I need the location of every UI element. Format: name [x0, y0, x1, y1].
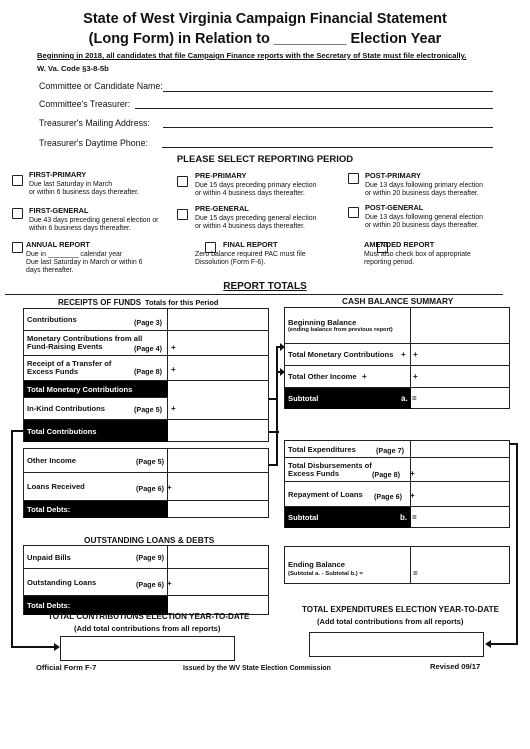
first-general-desc1: Due 43 days preceding general election or [29, 217, 159, 224]
pre-primary-checkbox[interactable] [177, 176, 188, 187]
disbursements-page: (Page 8) [372, 470, 400, 479]
footer-issued: Issued by the WV State Election Commission [183, 665, 331, 672]
monetary-events-plus: + [171, 343, 176, 352]
contributions-label: Contributions [27, 315, 77, 324]
post-primary-title: POST-PRIMARY [365, 171, 421, 180]
annual-report-desc2: Due last Saturday in March or within 6 [26, 259, 143, 266]
cash-other-plus2: + [413, 372, 418, 381]
transfer-plus: + [171, 365, 176, 374]
code-reference: W. Va. Code §3-8-5b [37, 64, 109, 73]
pre-general-desc2: or within 4 business days thereafter. [195, 223, 305, 230]
footer-revised: Revised 09/17 [430, 662, 481, 671]
other-income-label: Other Income [27, 456, 76, 465]
mailing-address-line[interactable] [163, 127, 493, 128]
monetary-events-label: Monetary Contributions from all Fund-Raising Events [27, 334, 143, 351]
amended-report-desc1: Must also check box of appropriate [364, 251, 471, 258]
subtotal-a-letter: a. [401, 394, 408, 403]
post-primary-desc1: Due 13 days following primary election [365, 182, 483, 189]
loans-received-label: Loans Received [27, 482, 85, 491]
total-expenditures-label: Total Expenditures [288, 444, 356, 454]
receipts-total-debts-row [24, 501, 168, 518]
receipts-total-debts-label: Total Debts: [27, 505, 71, 514]
first-primary-desc2: or within 6 business days thereafter. [29, 189, 139, 196]
amended-report-desc-wrap [364, 244, 471, 267]
daytime-phone-label: Treasurer's Daytime Phone: [39, 138, 148, 148]
cash-total-monetary-label: Total Monetary Contributions [288, 350, 394, 359]
contributions-page: (Page 3) [134, 318, 162, 327]
ytd-contributions-box[interactable] [60, 636, 235, 661]
annual-report-desc1: Due in ________ calendar year [26, 251, 123, 258]
cash-other-plus: + [362, 372, 367, 381]
arrow-cash-other [280, 368, 285, 376]
outstanding-loans-label: Outstanding Loans [27, 577, 97, 587]
subtotal-a-label: Subtotal [288, 394, 319, 403]
arrow-cash-monetary [280, 343, 285, 351]
monetary-events-page: (Page 4) [134, 344, 162, 353]
repayment-page: (Page 6) [374, 492, 402, 501]
cash-balance-table [284, 307, 510, 409]
connector-total-monetary [269, 398, 276, 400]
annual-report-title: ANNUAL REPORT [26, 240, 90, 249]
first-general-checkbox[interactable] [12, 208, 23, 219]
total-contributions-row [24, 420, 168, 442]
annual-report-desc3: days thereafter. [26, 267, 74, 274]
cash-other-income-label: Total Other Income [288, 372, 357, 381]
post-primary-desc2: or within 20 business days thereafter. [365, 190, 479, 197]
form-title-line1: State of West Virginia Campaign Financial Statement [83, 11, 447, 27]
report-totals-rule [5, 294, 503, 295]
post-primary-checkbox[interactable] [348, 173, 359, 184]
first-primary-option [29, 170, 139, 197]
pre-general-option [195, 204, 316, 231]
treasurer-line[interactable] [135, 108, 493, 109]
subtotal-a-eq: = [412, 394, 417, 403]
connector-right-vert [516, 443, 518, 645]
receipts-table [23, 308, 269, 442]
transfer-page: (Page 8) [134, 367, 162, 376]
pre-general-title: PRE-GENERAL [195, 204, 249, 213]
pre-general-checkbox[interactable] [177, 209, 188, 220]
cash-monetary-plus: + [401, 350, 406, 359]
subtotal-a-row [285, 388, 411, 409]
outstanding-total-debts-label: Total Debts: [27, 601, 71, 610]
loans-received-page: (Page 6) [136, 484, 164, 493]
final-report-desc1: Zero balance required PAC must file [195, 251, 306, 258]
cash-other-income-row[interactable] [285, 366, 509, 388]
post-general-title: POST-GENERAL [365, 203, 424, 212]
annual-report-checkbox[interactable] [12, 242, 23, 253]
connector-vert-other [276, 371, 278, 466]
beginning-balance-label: Beginning Balance [288, 318, 357, 327]
subtotal-b-row [285, 507, 411, 528]
outstanding-heading: OUTSTANDING LOANS & DEBTS [84, 535, 215, 545]
arrow-ytd-expenditures [485, 640, 491, 648]
ending-balance-sub: (Subtotal a. - Subtotal b.) = [288, 571, 363, 577]
first-primary-checkbox[interactable] [12, 175, 23, 186]
cash-total-monetary-row[interactable] [285, 344, 509, 366]
total-contributions-label: Total Contributions [27, 426, 97, 436]
post-general-desc2: or within 20 business days thereafter. [365, 222, 479, 229]
inkind-plus: + [171, 404, 176, 413]
pre-primary-desc1: Due 15 days preceding primary election [195, 182, 317, 189]
other-receipts-table [23, 448, 269, 518]
first-primary-desc1: Due last Saturday in March [29, 181, 113, 188]
total-monetary-row [24, 381, 168, 398]
report-totals-heading: REPORT TOTALS [223, 281, 307, 292]
cash-balance-heading: CASH BALANCE SUMMARY [342, 296, 454, 306]
beginning-balance-row[interactable] [285, 308, 509, 344]
annual-report-option [26, 240, 142, 275]
committee-name-line[interactable] [163, 91, 493, 92]
ending-balance-label: Ending Balance [288, 560, 345, 569]
post-general-checkbox[interactable] [348, 207, 359, 218]
ytd-contributions-sub: (Add total contributions from all reports) [74, 624, 221, 633]
loans-received-plus: + [167, 483, 172, 492]
unpaid-bills-label: Unpaid Bills [27, 552, 71, 562]
ending-balance-table [284, 546, 510, 584]
cash-monetary-plus2: + [413, 350, 418, 359]
inkind-label: In-Kind Contributions [27, 404, 106, 413]
final-report-desc-wrap [195, 244, 306, 267]
electronic-filing-notice: Beginning in 2018, all candidates that file Campaign Finance reports with the Secretary of State must file electronically. [37, 51, 467, 60]
disbursements-plus: + [410, 469, 415, 478]
first-general-desc2: within 6 business days thereafter. [29, 225, 131, 232]
final-report-desc2: Dissolution (Form F-6). [195, 259, 266, 266]
daytime-phone-line[interactable] [162, 147, 493, 148]
amended-report-desc2: reporting period. [364, 259, 415, 266]
post-general-desc1: Due 13 days following general election [365, 214, 483, 221]
disbursements-label: Total Disbursements of Excess Funds [288, 460, 372, 478]
other-income-page: (Page 5) [136, 457, 164, 466]
ytd-expenditures-heading: TOTAL EXPENDITURES ELECTION YEAR-TO-DATE [302, 605, 499, 614]
ending-balance-input[interactable] [411, 547, 509, 583]
subtotal-b-letter: b. [400, 513, 408, 522]
arrow-ytd-contributions [54, 643, 60, 651]
pre-primary-desc2: or within 4 business days thereafter. [195, 190, 305, 197]
amended-report-title: AMENDED REPORT [364, 240, 435, 249]
first-primary-title: FIRST-PRIMARY [29, 170, 87, 179]
committee-name-label: Committee or Candidate Name: [39, 81, 163, 91]
ytd-expenditures-box[interactable] [309, 632, 484, 657]
outstanding-loans-page: (Page 6) [136, 580, 164, 589]
unpaid-bills-page: (Page 9) [136, 553, 164, 562]
form-title-line2: (Long Form) in Relation to _________ Election Year [88, 31, 442, 47]
subtotal-b-eq: = [412, 513, 417, 522]
subtotal-b-label: Subtotal [288, 513, 319, 522]
ytd-contributions-heading: TOTAL CONTRIBUTIONS ELECTION YEAR-TO-DATE [48, 612, 250, 621]
total-monetary-label: Total Monetary Contributions [27, 384, 133, 394]
outstanding-loans-plus: + [167, 579, 172, 588]
post-general-option [365, 203, 483, 230]
receipts-heading: RECEIPTS OF FUNDS [58, 298, 142, 307]
ytd-expenditures-sub: (Add total contributions from all reports) [317, 617, 464, 626]
pre-primary-title: PRE-PRIMARY [195, 171, 247, 180]
beginning-balance-sub: (ending balance from previous report) [288, 327, 393, 333]
total-expenditures-page: (Page 7) [376, 446, 404, 455]
connector-left-vert [11, 430, 13, 648]
final-report-title: FINAL REPORT [223, 240, 278, 249]
period-heading: PLEASE SELECT REPORTING PERIOD [176, 154, 354, 165]
post-primary-option [365, 171, 483, 198]
treasurer-label: Committee's Treasurer: [39, 99, 131, 109]
first-general-option [29, 206, 158, 233]
pre-general-desc1: Due 15 days preceding general election [195, 215, 317, 222]
footer-form-id: Official Form F-7 [36, 663, 97, 672]
mailing-address-label: Treasurer's Mailing Address: [39, 118, 150, 128]
connector-left-bottom [11, 646, 56, 648]
repayment-plus: + [410, 491, 415, 500]
pre-primary-option [195, 171, 316, 198]
repayment-label: Repayment of Loans [288, 489, 363, 499]
receipts-subheading: Totals for this Period [145, 298, 219, 307]
expenditures-table [284, 440, 510, 528]
ending-balance-eq: = [413, 569, 418, 578]
outstanding-table [23, 545, 269, 615]
first-general-title: FIRST-GENERAL [29, 206, 89, 215]
transfer-label: Receipt of a Transfer of Excess Funds [27, 359, 112, 376]
connector-right-bottom [490, 643, 518, 645]
inkind-page: (Page 5) [134, 405, 162, 414]
